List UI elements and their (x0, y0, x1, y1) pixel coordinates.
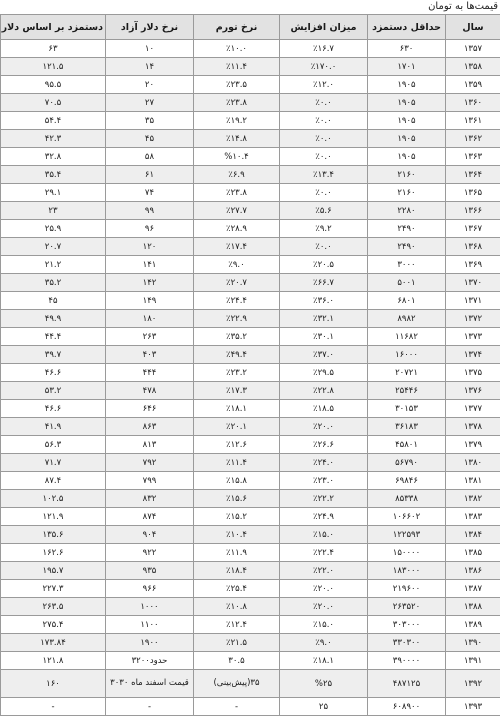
cell-dollar-rate: ۸۳۲ (106, 490, 194, 508)
cell-year: ۱۳۵۷ (446, 40, 500, 58)
table-row (1, 490, 500, 508)
cell-increase: ٪۹.۰ (280, 634, 368, 652)
cell-inflation: ۳۵(پیش‌بینی) (194, 670, 280, 698)
cell-inflation: ٪۱۷.۳ (194, 382, 280, 400)
table-row (1, 526, 500, 544)
cell-wage-in-dollars: ۱۹۵.۷ (1, 562, 106, 580)
table-row (1, 220, 500, 238)
cell-wage-in-dollars: ۸۷.۴ (1, 472, 106, 490)
cell-increase: ٪۲۲.۲ (280, 490, 368, 508)
cell-increase: ٪۱۳.۴ (280, 166, 368, 184)
cell-min-wage: ۶۳۰ (368, 40, 446, 58)
cell-dollar-rate: ۴۵ (106, 130, 194, 148)
cell-min-wage: ۳۰۱۵۳ (368, 400, 446, 418)
cell-dollar-rate: ۹۶۶ (106, 580, 194, 598)
cell-year: ۱۳۷۴ (446, 346, 500, 364)
cell-inflation: - (194, 698, 280, 716)
cell-year: ۱۳۸۷ (446, 580, 500, 598)
cell-year: ۱۳۹۲ (446, 670, 500, 698)
table-row (1, 256, 500, 274)
header-inflation: نرخ تورم (194, 15, 280, 40)
cell-min-wage: ۱۹۰۵ (368, 76, 446, 94)
table-row (1, 130, 500, 148)
cell-wage-in-dollars: ۱۲۱.۹ (1, 508, 106, 526)
cell-increase: ٪۳۷.۰ (280, 346, 368, 364)
cell-wage-in-dollars: ۲۶۳.۵ (1, 598, 106, 616)
cell-dollar-rate: ۱۸۰ (106, 310, 194, 328)
cell-min-wage: ۴۵۸۰۱ (368, 436, 446, 454)
cell-min-wage: ۱۷۰۱ (368, 58, 446, 76)
cell-year: ۱۳۸۹ (446, 616, 500, 634)
cell-inflation: ٪۱۰.۸ (194, 598, 280, 616)
cell-year: ۱۳۷۵ (446, 364, 500, 382)
cell-dollar-rate: ۱۹۰۰ (106, 634, 194, 652)
cell-year: ۱۳۸۸ (446, 598, 500, 616)
cell-min-wage: ۱۹۰۵ (368, 112, 446, 130)
cell-increase: ٪۰.۰ (280, 184, 368, 202)
cell-inflation: ٪۴۹.۴ (194, 346, 280, 364)
cell-min-wage: ۱۶۰۰۰ (368, 346, 446, 364)
cell-wage-in-dollars: ۴۵ (1, 292, 106, 310)
cell-wage-in-dollars: ۳۹.۷ (1, 346, 106, 364)
cell-increase: ٪۱۶.۷ (280, 40, 368, 58)
table-row (1, 652, 500, 670)
cell-dollar-rate: ۱۰ (106, 40, 194, 58)
cell-wage-in-dollars: ۱۶۲.۶ (1, 544, 106, 562)
cell-inflation: ٪۲۱.۵ (194, 634, 280, 652)
cell-wage-in-dollars: ۷۱.۷ (1, 454, 106, 472)
cell-increase: ٪۶۶.۷ (280, 274, 368, 292)
cell-wage-in-dollars: ۱۲۱.۵ (1, 58, 106, 76)
cell-year: ۱۳۵۹ (446, 76, 500, 94)
cell-year: ۱۳۸۰ (446, 454, 500, 472)
cell-wage-in-dollars: ۹۵.۵ (1, 76, 106, 94)
wage-table (0, 14, 500, 716)
cell-wage-in-dollars: ۲۲۷.۳ (1, 580, 106, 598)
cell-dollar-rate: ۹۳۵ (106, 562, 194, 580)
cell-increase: ٪۰.۰ (280, 130, 368, 148)
table-row (1, 454, 500, 472)
cell-wage-in-dollars: ۵۶.۳ (1, 436, 106, 454)
table-row (1, 580, 500, 598)
cell-wage-in-dollars: ۳۲.۸ (1, 148, 106, 166)
table-row (1, 328, 500, 346)
cell-min-wage: ۵۶۷۹۰ (368, 454, 446, 472)
cell-inflation: ٪۱۰.۰ (194, 40, 280, 58)
table-row (1, 598, 500, 616)
cell-year: ۱۳۶۲ (446, 130, 500, 148)
cell-increase: ٪۳۲.۱ (280, 310, 368, 328)
cell-year: ۱۳۶۴ (446, 166, 500, 184)
cell-inflation: ٪۱۵.۸ (194, 472, 280, 490)
cell-inflation: ٪۲۸.۹ (194, 220, 280, 238)
cell-inflation: %۱۰.۴ (194, 148, 280, 166)
cell-inflation: ٪۲۰.۱ (194, 418, 280, 436)
cell-wage-in-dollars: ۴۶.۶ (1, 400, 106, 418)
cell-increase: ٪۲۲.۸ (280, 382, 368, 400)
cell-year: ۱۳۷۱ (446, 292, 500, 310)
cell-dollar-rate: ۹۲۲ (106, 544, 194, 562)
cell-min-wage: ۱۸۳۰۰۰ (368, 562, 446, 580)
cell-year: ۱۳۸۶ (446, 562, 500, 580)
cell-inflation: ٪۱۵.۶ (194, 490, 280, 508)
cell-year: ۱۳۷۸ (446, 418, 500, 436)
table-row (1, 562, 500, 580)
cell-increase: ٪۲۰.۰ (280, 598, 368, 616)
cell-increase: ٪۲۴.۰ (280, 454, 368, 472)
cell-increase: ٪۲۰.۰ (280, 418, 368, 436)
cell-dollar-rate: ۱۴۹ (106, 292, 194, 310)
cell-increase: ٪۱۵.۰ (280, 616, 368, 634)
cell-inflation: ٪۱۱.۴ (194, 454, 280, 472)
cell-inflation: ٪۱۹.۲ (194, 112, 280, 130)
cell-dollar-rate: ۱۱۰۰ (106, 616, 194, 634)
cell-increase: ٪۵.۶ (280, 202, 368, 220)
cell-wage-in-dollars: ۶۳ (1, 40, 106, 58)
cell-min-wage: ۲۶۳۵۲۰ (368, 598, 446, 616)
cell-min-wage: ۳۹۰۰۰۰ (368, 652, 446, 670)
table-row (1, 634, 500, 652)
cell-increase: ٪۱۸.۵ (280, 400, 368, 418)
table-row (1, 698, 500, 716)
cell-dollar-rate: ۱۴۱ (106, 256, 194, 274)
cell-inflation: ٪۹.۰ (194, 256, 280, 274)
cell-dollar-rate: ۲۶۳ (106, 328, 194, 346)
cell-increase: ٪۱۲.۰ (280, 76, 368, 94)
cell-year: ۱۳۶۶ (446, 202, 500, 220)
cell-year: ۱۳۷۳ (446, 328, 500, 346)
cell-increase: ٪۹.۲ (280, 220, 368, 238)
cell-min-wage: ۲۴۹۰ (368, 220, 446, 238)
cell-min-wage: ۲۲۸۰ (368, 202, 446, 220)
cell-wage-in-dollars: ۲۳ (1, 202, 106, 220)
cell-min-wage: ۲۱۶۰ (368, 166, 446, 184)
cell-min-wage: ۴۸۷۱۲۵ (368, 670, 446, 698)
cell-dollar-rate: حدود۳۲۰۰ (106, 652, 194, 670)
table-row (1, 40, 500, 58)
cell-increase: ٪۱۸.۱ (280, 652, 368, 670)
cell-min-wage: ۲۱۹۶۰۰ (368, 580, 446, 598)
table-row (1, 166, 500, 184)
cell-increase: ٪۲۲.۴ (280, 544, 368, 562)
cell-year: ۱۳۷۷ (446, 400, 500, 418)
cell-wage-in-dollars: ۴۴.۴ (1, 328, 106, 346)
cell-increase: ٪۲۴.۹ (280, 508, 368, 526)
table-row (1, 112, 500, 130)
cell-inflation: ۳۰.۵ (194, 652, 280, 670)
cell-dollar-rate: ۹۹ (106, 202, 194, 220)
cell-min-wage: ۲۵۴۴۶ (368, 382, 446, 400)
cell-wage-in-dollars: ۲۰.۷ (1, 238, 106, 256)
cell-increase: ٪۲۶.۶ (280, 436, 368, 454)
cell-increase: ٪۲۲.۰ (280, 562, 368, 580)
cell-wage-in-dollars: ۴۶.۶ (1, 364, 106, 382)
cell-dollar-rate: ۷۹۲ (106, 454, 194, 472)
cell-wage-in-dollars: ۵۳.۲ (1, 382, 106, 400)
header-row (1, 15, 500, 40)
cell-increase: ٪۰.۰ (280, 94, 368, 112)
cell-min-wage: ۱۵۰۰۰۰ (368, 544, 446, 562)
cell-dollar-rate: ۷۴ (106, 184, 194, 202)
cell-min-wage: ۱۰۶۶۰۲ (368, 508, 446, 526)
table-row (1, 58, 500, 76)
cell-increase: ٪۰.۰ (280, 112, 368, 130)
cell-min-wage: ۵۰۰۱ (368, 274, 446, 292)
cell-wage-in-dollars: ۴۲.۳ (1, 130, 106, 148)
cell-inflation: ٪۲۳.۸ (194, 94, 280, 112)
cell-inflation: ٪۱۸.۱ (194, 400, 280, 418)
cell-dollar-rate: ۹۶ (106, 220, 194, 238)
cell-dollar-rate: ۸۱۳ (106, 436, 194, 454)
cell-year: ۱۳۷۲ (446, 310, 500, 328)
cell-increase: ٪۰.۰ (280, 148, 368, 166)
cell-wage-in-dollars: ۱۳۵.۶ (1, 526, 106, 544)
cell-year: ۱۳۷۰ (446, 274, 500, 292)
cell-min-wage: ۲۱۶۰ (368, 184, 446, 202)
cell-min-wage: ۳۰۳۰۰۰ (368, 616, 446, 634)
cell-dollar-rate: ۴۰۳ (106, 346, 194, 364)
cell-inflation: ٪۱۸.۴ (194, 562, 280, 580)
cell-year: ۱۳۶۸ (446, 238, 500, 256)
cell-year: ۱۳۷۶ (446, 382, 500, 400)
cell-min-wage: ۲۴۹۰ (368, 238, 446, 256)
cell-min-wage: ۱۱۶۸۲ (368, 328, 446, 346)
cell-year: ۱۳۶۵ (446, 184, 500, 202)
cell-wage-in-dollars: ۷۰.۵ (1, 94, 106, 112)
cell-wage-in-dollars: ۲۵.۹ (1, 220, 106, 238)
cell-wage-in-dollars: ۲۱.۲ (1, 256, 106, 274)
table-row (1, 382, 500, 400)
cell-min-wage: ۳۳۰۳۰۰ (368, 634, 446, 652)
cell-increase: ٪۳۶.۰ (280, 292, 368, 310)
cell-inflation: ٪۱۴.۸ (194, 130, 280, 148)
cell-increase: ٪۱۷۰.۰ (280, 58, 368, 76)
cell-inflation: ٪۱۵.۲ (194, 508, 280, 526)
cell-dollar-rate: ۶۴۶ (106, 400, 194, 418)
cell-increase: %۲۵ (280, 670, 368, 698)
table-row (1, 418, 500, 436)
cell-inflation: ٪۶.۹ (194, 166, 280, 184)
cell-min-wage: ۱۹۰۵ (368, 148, 446, 166)
cell-inflation: ٪۲۴.۴ (194, 292, 280, 310)
cell-year: ۱۳۵۸ (446, 58, 500, 76)
cell-inflation: ٪۲۷.۷ (194, 202, 280, 220)
price-unit-caption: قیمت‌ها به تومان (428, 0, 498, 14)
cell-increase: ٪۲۰.۰ (280, 580, 368, 598)
cell-min-wage: ۶۰۸۹۰۰ (368, 698, 446, 716)
cell-dollar-rate: ۵۸ (106, 148, 194, 166)
cell-min-wage: ۳۶۱۸۳ (368, 418, 446, 436)
cell-inflation: ٪۲۰.۷ (194, 274, 280, 292)
cell-inflation: ٪۲۵.۴ (194, 580, 280, 598)
cell-dollar-rate: ۹۰۴ (106, 526, 194, 544)
cell-dollar-rate: ۲۰ (106, 76, 194, 94)
cell-increase: ٪۲۰.۵ (280, 256, 368, 274)
cell-year: ۱۳۹۱ (446, 652, 500, 670)
table-row (1, 292, 500, 310)
cell-increase: ۲۵ (280, 698, 368, 716)
cell-inflation: ٪۱۷.۴ (194, 238, 280, 256)
cell-year: ۱۳۹۳ (446, 698, 500, 716)
table-row (1, 616, 500, 634)
cell-increase: ٪۲۳.۰ (280, 472, 368, 490)
cell-increase: ٪۰.۰ (280, 238, 368, 256)
cell-wage-in-dollars: ۴۹.۹ (1, 310, 106, 328)
table-header (1, 15, 500, 40)
cell-year: ۱۳۸۱ (446, 472, 500, 490)
header-wage-in-dollars: دستمزد بر اساس دلار (1, 15, 106, 40)
header-min-wage: حداقل دستمزد (368, 15, 446, 40)
header-year: سال (446, 15, 500, 40)
cell-dollar-rate: ۴۷۸ (106, 382, 194, 400)
cell-dollar-rate: - (106, 698, 194, 716)
cell-inflation: ٪۲۳.۸ (194, 184, 280, 202)
table-row (1, 94, 500, 112)
table-row (1, 310, 500, 328)
table-row (1, 472, 500, 490)
cell-increase: ٪۲۹.۵ (280, 364, 368, 382)
cell-wage-in-dollars: ۱۲۱.۸ (1, 652, 106, 670)
table-row (1, 436, 500, 454)
cell-dollar-rate: ۷۹۹ (106, 472, 194, 490)
cell-year: ۱۳۸۳ (446, 508, 500, 526)
cell-wage-in-dollars: ۱۰۲.۵ (1, 490, 106, 508)
cell-wage-in-dollars: - (1, 698, 106, 716)
cell-min-wage: ۶۸۰۱ (368, 292, 446, 310)
cell-wage-in-dollars: ۲۷۵.۴ (1, 616, 106, 634)
cell-year: ۱۳۶۹ (446, 256, 500, 274)
cell-wage-in-dollars: ۱۶۰ (1, 670, 106, 698)
cell-dollar-rate: ۸۷۴ (106, 508, 194, 526)
header-increase: میزان افزایش (280, 15, 368, 40)
cell-year: ۱۳۸۴ (446, 526, 500, 544)
cell-min-wage: ۱۹۰۵ (368, 94, 446, 112)
cell-year: ۱۳۸۲ (446, 490, 500, 508)
table-row (1, 202, 500, 220)
cell-dollar-rate: ۱۴ (106, 58, 194, 76)
table-row (1, 400, 500, 418)
table-row (1, 148, 500, 166)
cell-year: ۱۳۶۷ (446, 220, 500, 238)
cell-inflation: ٪۲۳.۲ (194, 364, 280, 382)
cell-inflation: ٪۲۲.۹ (194, 310, 280, 328)
cell-min-wage: ۱۹۰۵ (368, 130, 446, 148)
cell-inflation: ٪۱۱.۴ (194, 58, 280, 76)
cell-inflation: ٪۱۱.۹ (194, 544, 280, 562)
table-row (1, 508, 500, 526)
cell-wage-in-dollars: ۱۷۳.۸۴ (1, 634, 106, 652)
cell-wage-in-dollars: ۳۵.۲ (1, 274, 106, 292)
cell-inflation: ٪۱۲.۴ (194, 616, 280, 634)
cell-min-wage: ۳۰۰۰ (368, 256, 446, 274)
cell-increase: ٪۱۵.۰ (280, 526, 368, 544)
cell-min-wage: ۶۹۸۴۶ (368, 472, 446, 490)
cell-dollar-rate: قیمت اسفند ماه ۳۰۳۰ (106, 670, 194, 698)
cell-inflation: ٪۱۲.۶ (194, 436, 280, 454)
table-body (1, 40, 500, 716)
cell-inflation: ٪۱۰.۴ (194, 526, 280, 544)
header-dollar-rate: نرخ دلار آزاد (106, 15, 194, 40)
cell-wage-in-dollars: ۲۹.۱ (1, 184, 106, 202)
cell-min-wage: ۸۵۳۳۸ (368, 490, 446, 508)
cell-inflation: ٪۳۵.۲ (194, 328, 280, 346)
cell-dollar-rate: ۳۵ (106, 112, 194, 130)
cell-year: ۱۳۶۰ (446, 94, 500, 112)
cell-dollar-rate: ۶۱ (106, 166, 194, 184)
table-row (1, 544, 500, 562)
cell-year: ۱۳۹۰ (446, 634, 500, 652)
table-row (1, 364, 500, 382)
table-row (1, 274, 500, 292)
cell-min-wage: ۸۹۸۲ (368, 310, 446, 328)
cell-dollar-rate: ۱۲۰ (106, 238, 194, 256)
cell-dollar-rate: ۲۷ (106, 94, 194, 112)
cell-dollar-rate: ۱۰۰۰ (106, 598, 194, 616)
cell-min-wage: ۲۰۷۲۱ (368, 364, 446, 382)
cell-dollar-rate: ۱۴۲ (106, 274, 194, 292)
cell-min-wage: ۱۲۲۵۹۳ (368, 526, 446, 544)
cell-year: ۱۳۷۹ (446, 436, 500, 454)
table-row (1, 346, 500, 364)
cell-wage-in-dollars: ۳۵.۴ (1, 166, 106, 184)
cell-year: ۱۳۶۱ (446, 112, 500, 130)
cell-wage-in-dollars: ۵۴.۴ (1, 112, 106, 130)
cell-increase: ٪۳۰.۱ (280, 328, 368, 346)
cell-wage-in-dollars: ۴۱.۹ (1, 418, 106, 436)
table-row (1, 238, 500, 256)
cell-year: ۱۳۸۵ (446, 544, 500, 562)
cell-inflation: ٪۲۳.۵ (194, 76, 280, 94)
table-row (1, 670, 500, 698)
cell-dollar-rate: ۸۶۳ (106, 418, 194, 436)
cell-year: ۱۳۶۳ (446, 148, 500, 166)
cell-dollar-rate: ۴۴۴ (106, 364, 194, 382)
table-row (1, 184, 500, 202)
table-row (1, 76, 500, 94)
